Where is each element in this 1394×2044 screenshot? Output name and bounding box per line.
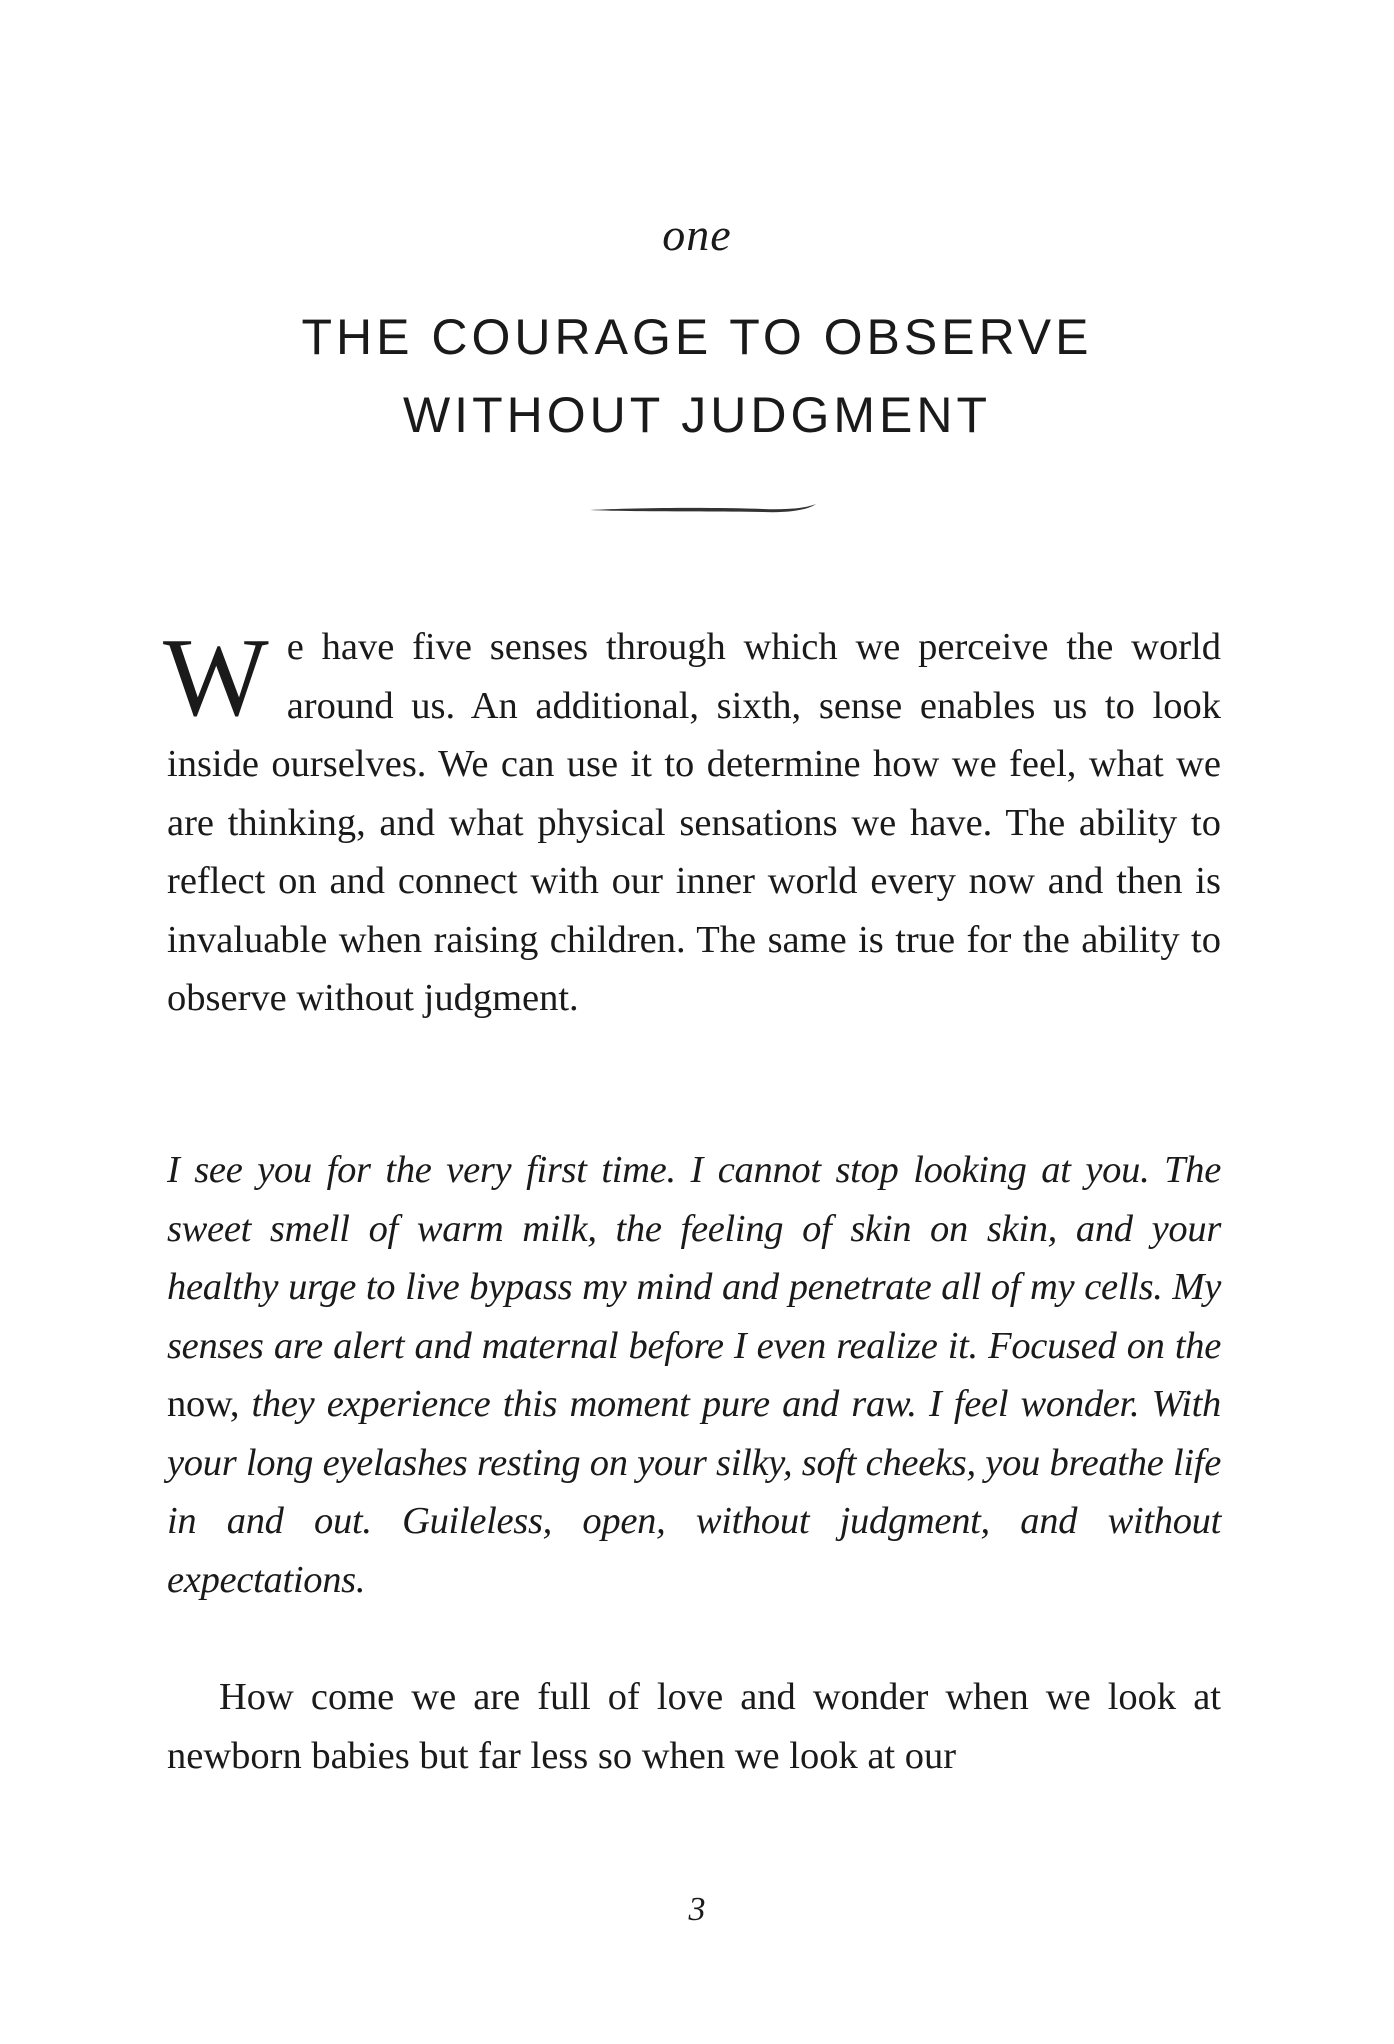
page-number: 3 [688, 1891, 706, 1928]
paragraph-italic-reflection [167, 1141, 1221, 1609]
reflection-emphasis: now, [167, 1383, 240, 1425]
reflection-text-part-2: they experience this moment pure and raw. I feel wonder. With your long eyelashes resting on your silky, soft cheeks, you breathe life in and out. Guileless, open, without judgment, and without expectations. [167, 1383, 1221, 1601]
paragraph-continuation: How come we are full of love and wonder when we look at newborn babies but far less so when we look at our [167, 1676, 1221, 1777]
chapter-title [0, 298, 1394, 454]
chapter-title-line-2: WITHOUT JUDGMENT [402, 387, 992, 443]
paragraph-opening [163, 616, 1221, 1028]
chapter-number: one [662, 209, 732, 260]
reflection-text-part-1: I see you for the very first time. I cannot stop looking at you. The sweet smell of warm milk, the feeling of skin on skin, and your healthy urge to live bypass my mind and penetrate all of my cells. My senses are alert and maternal before I even realize it. Focused on the [167, 1149, 1221, 1367]
ornament-divider [588, 498, 818, 518]
paragraph-opening-text: e have five senses through which we perceive the world around us. An additional, sixth, sense enables us to look inside ourselves. We can use it to determine how we feel, what we are thinking, and what physical sensations we have. The ability to reflect on and connect with our inner world every now and then is invaluable when raising children. The same is true for the ability to observe without judgment. [167, 626, 1221, 1019]
drop-cap: W [163, 616, 269, 740]
chapter-title-line-1: THE COURAGE TO OBSERVE [301, 309, 1093, 365]
